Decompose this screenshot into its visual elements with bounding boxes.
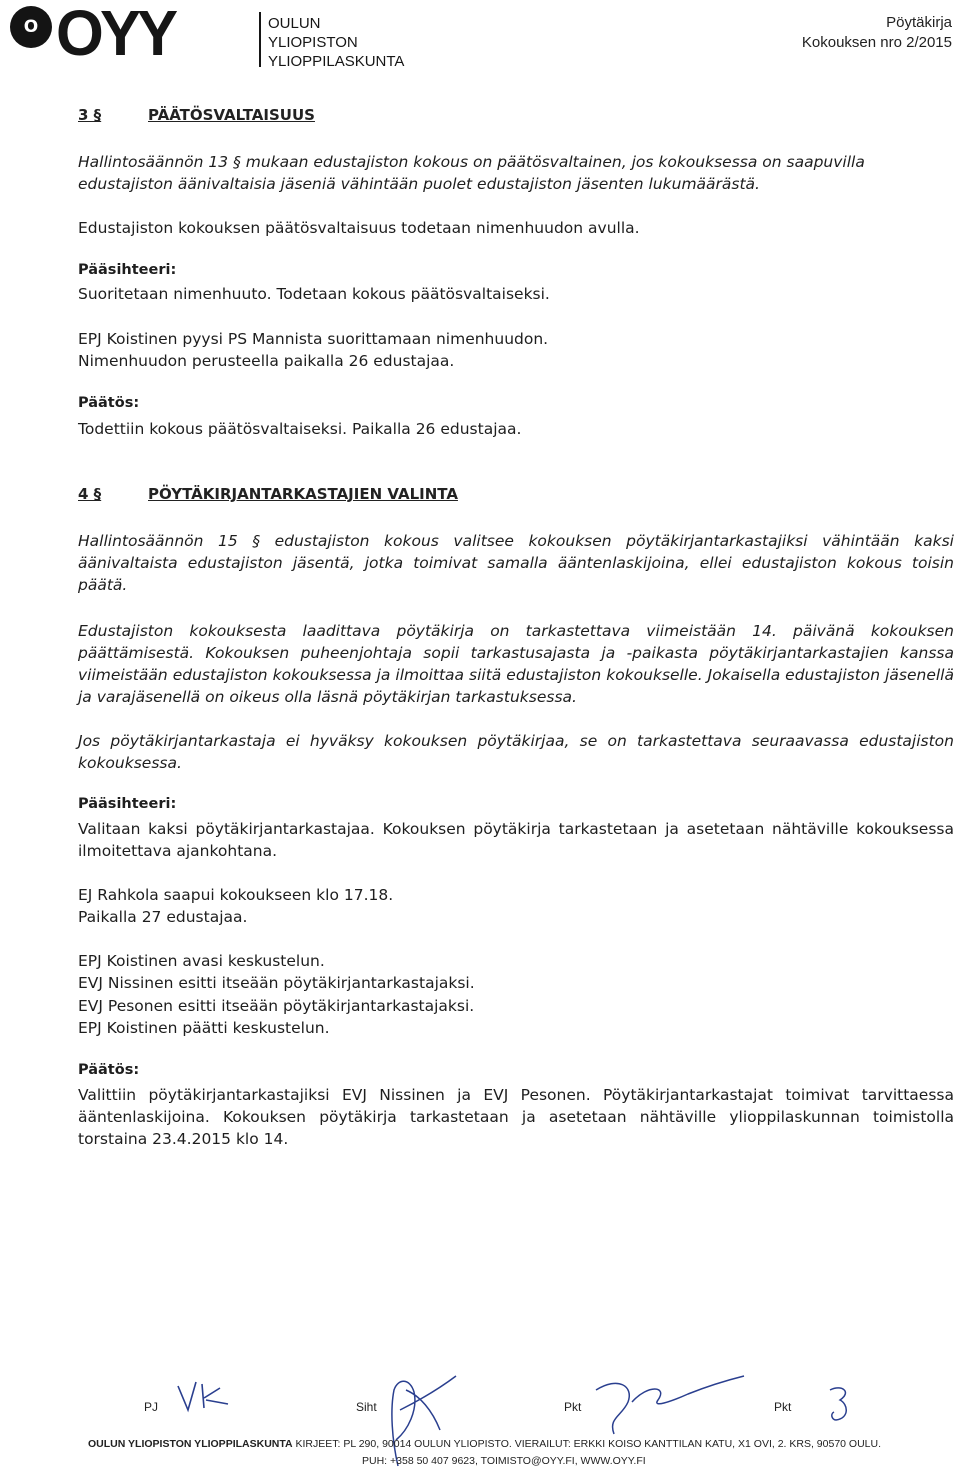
document-type <box>802 13 952 53</box>
section-4-decision-text: Valittiin pöytäkirjantarkastajiksi EVJ Nissinen ja EVJ Pesonen. Pöytäkirjantarkastajat toimivat tarvittaessa ääntenlaskijoina. Kokouksen pöytäkirja tarkastetaan ja asetetaan nähtäville ylioppilaskunnan toimistolla torstaina 23.4.2015 klo 14. <box>78 1086 954 1148</box>
section-3-decision-label: Päätös: <box>78 395 140 411</box>
section-3-rule: Hallintosäännön 13 § mukaan edustajiston kokous on päätösvaltainen, jos kokouksessa on saapuvilla edustajiston äänivaltaisia jäseniä vähintään puolet edustajiston jäsenten lukumäärästä. <box>78 153 865 193</box>
section-3-secretary-label: Pääsihteeri: <box>78 262 177 278</box>
section-4-decision-label: Päätös: <box>78 1062 140 1078</box>
section-4-secretary-label: Pääsihteeri: <box>78 796 177 812</box>
section-3-note-1: EPJ Koistinen pyysi PS Mannista suorittamaan nimenhuudon. <box>78 330 549 348</box>
doc-type-label: Pöytäkirja <box>886 14 952 31</box>
section-3-number: 3 § <box>78 106 102 124</box>
section-4-rule-2: Edustajiston kokouksesta laadittava pöytäkirja on tarkastettava viimeistään 14. päivänä kokouksen päättämisestä. Kokouksen puheenjohtaja sopii tarkastusajasta ja -paikasta pöytäkirjantarkastajien kanssa viimeistään edustajiston kokouksessa ja ilmoittaa siitä edustajiston kokoukselle. Jokaisella edustajiston jäsenellä ja varajäsenellä on oikeus olla läsnä pöytäkirjan tarkastuksessa. <box>78 622 954 706</box>
org-name-line-2: YLIOPISTON <box>268 34 358 51</box>
signature-pkt-2 <box>826 1384 856 1424</box>
logo-mark: O <box>10 6 52 48</box>
signature-pj <box>176 1378 236 1414</box>
footer-address: KIRJEET: PL 290, 90014 OULUN YLIOPISTO. VIERAILUT: ERKKI KOISO KANTTILAN KATU, X1 OVI, 2. KRS, 90570 OULU. <box>295 1438 882 1450</box>
section-4-arrival-1: EJ Rahkola saapui kokoukseen klo 17.18. <box>78 886 394 904</box>
meeting-number: Kokouksen nro 2/2015 <box>801 34 952 51</box>
logo-wordmark: OYY <box>56 0 175 69</box>
section-3-decision-text: Todettiin kokous päätösvaltaiseksi. Paikalla 26 edustajaa. <box>78 420 522 438</box>
section-3-secretary-text: Suoritetaan nimenhuuto. Todetaan kokous päätösvaltaiseksi. <box>78 285 550 303</box>
logo-divider <box>259 12 261 67</box>
section-4-rule-3: Jos pöytäkirjantarkastaja ei hyväksy kokouksen pöytäkirjaa, se on tarkastettava seuraavassa edustajiston kokouksessa. <box>78 732 954 772</box>
signature-label-siht: Siht <box>356 1400 377 1414</box>
footer-org: OULUN YLIOPISTON YLIOPPILASKUNTA <box>88 1438 293 1450</box>
org-name-line-3: YLIOPPILASKUNTA <box>268 53 405 70</box>
signature-label-pj: PJ <box>144 1400 159 1414</box>
footer-address-line <box>88 1438 948 1450</box>
section-4-heading <box>78 485 458 503</box>
signature-label-pkt-2: Pkt <box>774 1400 792 1414</box>
section-3-intro: Edustajiston kokouksen päätösvaltaisuus todetaan nimenhuudon avulla. <box>78 219 640 237</box>
signature-pkt-1 <box>588 1372 748 1442</box>
section-4-number: 4 § <box>78 485 102 503</box>
section-4-rule-1: Hallintosäännön 15 § edustajiston kokous valitsee kokouksen pöytäkirjantarkastajiksi vähintään kaksi äänivaltaista edustajiston jäsentä, jotka toimivat samalla ääntenlaskijoina, ellei edustajiston kokous toisin päätä. <box>78 532 954 594</box>
section-3-note-2: Nimenhuudon perusteella paikalla 26 edustajaa. <box>78 352 455 370</box>
section-4-discussion-1: EPJ Koistinen avasi keskustelun. <box>78 952 325 970</box>
section-4-arrival-2: Paikalla 27 edustajaa. <box>78 908 248 926</box>
section-4-discussion-4: EPJ Koistinen päätti keskustelun. <box>78 1019 330 1037</box>
footer-contact: PUH: +358 50 407 9623, TOIMISTO@OYY.FI, WWW.OYY.FI <box>362 1455 646 1467</box>
section-3-heading <box>78 106 315 124</box>
section-4-discussion-2: EVJ Nissinen esitti itseään pöytäkirjantarkastajaksi. <box>78 974 475 992</box>
section-4-title: PÖYTÄKIRJANTARKASTAJIEN VALINTA <box>148 485 458 503</box>
section-3-title: PÄÄTÖSVALTAISUUS <box>148 106 315 124</box>
org-name-line-1: OULUN <box>268 15 321 32</box>
signature-label-pkt-1: Pkt <box>564 1400 582 1414</box>
section-4-secretary-text: Valitaan kaksi pöytäkirjantarkastajaa. Kokouksen pöytäkirja tarkastetaan ja asetetaan nähtäville kokouksessa ilmoitettava ajankohtana. <box>78 820 954 860</box>
section-4-discussion-3: EVJ Pesonen esitti itseään pöytäkirjantarkastajaksi. <box>78 997 475 1015</box>
